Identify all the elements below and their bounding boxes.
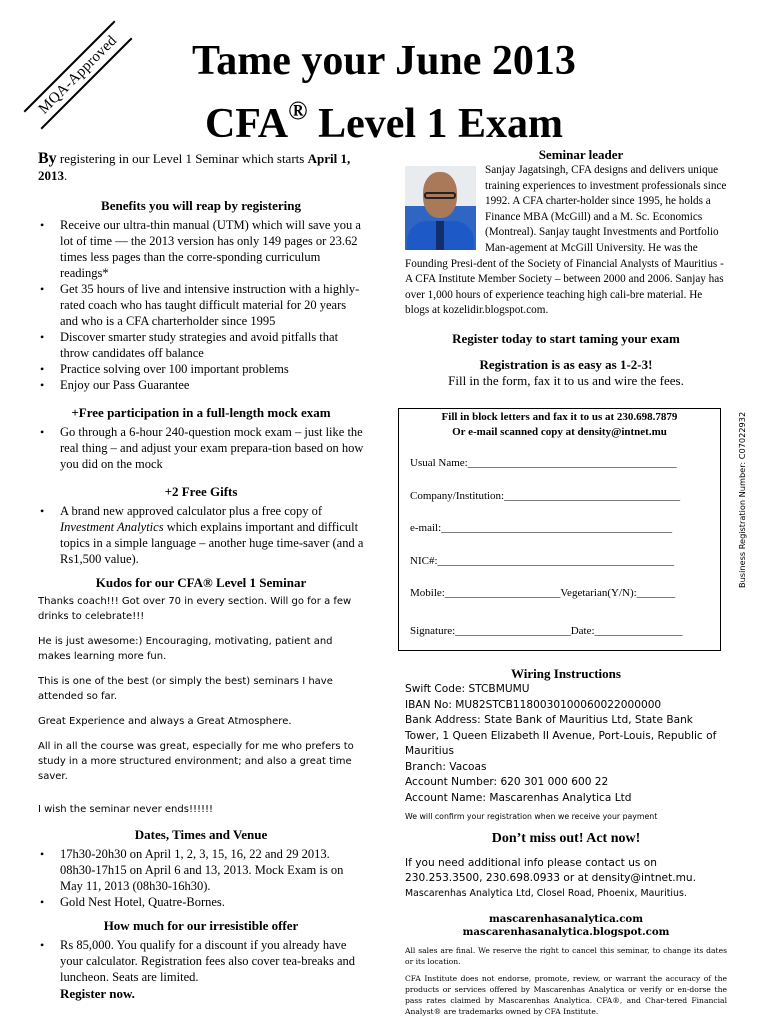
bank-address: Bank Address: State Bank of Mauritius Ltd, State Bank Tower, 1 Queen Elizabeth II Avenue, Port-Louis, Republic of Mauritius <box>405 714 717 757</box>
list-item: • A brand new approved calculator plus a free copy of Investment Analytics which explains important and difficult topics in a simple language – another huge time-saver (and a Rs1,500 value). <box>38 503 364 567</box>
list-item: • Discover smarter study strategies and avoid pitfalls that throw candidates off balance <box>38 329 364 361</box>
form-fax-line: Fill in block letters and fax it to us at 230.698.7879 <box>441 411 678 423</box>
branch: Branch: Vacoas <box>405 760 487 773</box>
nic-field[interactable]: NIC#:___________________________________________ <box>410 555 674 567</box>
list-item: • 17h30-20h30 on April 1, 2, 3, 15, 16, 22 and 29 2013. 08h30-17h15 on April 6 and 13, 2013. Mock Exam is on May 11, 2013 (08h30-16h30). <box>38 846 364 894</box>
email-field[interactable]: e-mail:__________________________________________ <box>410 522 673 534</box>
website-link[interactable]: mascarenhasanalytica.com <box>488 913 644 925</box>
testimonial: All in all the course was great, especially for me who prefers to study in a more structured environment; and also a great time saver. <box>38 741 354 782</box>
list-item: • Gold Nest Hotel, Quatre-Bornes. <box>38 894 364 910</box>
left-column <box>38 150 364 1002</box>
right-column <box>405 147 727 389</box>
dont-miss-heading: Don’t miss out! Act now! <box>491 831 641 846</box>
blog-link[interactable]: mascarenhasanalytica.blogspot.com <box>462 926 670 938</box>
testimonial: Thanks coach!!! Got over 70 in every section. Will go for a few drinks to celebrate!!! <box>38 596 352 622</box>
mock-exam-heading: +Free participation in a full-length mock exam <box>71 405 331 420</box>
registered-mark: ® <box>288 96 308 125</box>
seminar-leader-bio <box>405 163 727 319</box>
signature-date-field[interactable]: Signature:_____________________Date:________________ <box>410 625 683 637</box>
registration-easy: Registration is as easy as 1-2-3! <box>479 356 653 372</box>
website-links <box>405 913 727 939</box>
sales-disclaimer: All sales are final. We reserve the right to cancel this seminar, to change its dates or its location. <box>405 946 727 966</box>
list-item: • Get 35 hours of live and intensive instruction with a highly-rated coach who has taught difficult material for 20 years and who is a CFA charterholder since 1995 <box>38 281 364 329</box>
offer-list <box>38 937 364 985</box>
company-field[interactable]: Company/Institution:________________________________ <box>410 490 681 502</box>
kudos-heading: Kudos for our CFA® Level 1 Seminar <box>95 575 307 590</box>
account-number: Account Number: 620 301 000 600 22 <box>405 776 609 788</box>
page-title-line2: CFA® Level 1 Exam <box>204 96 564 147</box>
testimonial: Great Experience and always a Great Atmosphere. <box>38 716 292 727</box>
iban: IBAN No: MU82STCB1180030100060022000000 <box>405 698 662 711</box>
registration-instructions: Fill in the form, fax it to us and wire the fees. <box>448 372 684 388</box>
gifts-list <box>38 503 364 567</box>
mqa-approved-stamp: MQA-Approved <box>24 21 133 130</box>
form-email-line: Or e-mail scanned copy at density@intnet.mu <box>452 426 667 438</box>
list-item: • Go through a 6-hour 240-question mock exam – just like the real thing – and adjust your exam prepara-tion based on how you did on the mock <box>38 424 364 472</box>
mobile-vegetarian-field[interactable]: Mobile:_____________________Vegetarian(Y/N):_______ <box>410 587 676 599</box>
list-item: • Enjoy our Pass Guarantee <box>38 377 364 393</box>
business-registration-number: Business Registration Number: C07022932 <box>737 411 747 588</box>
payment-confirmation-note: We will confirm your registration when we receive your payment <box>405 812 658 821</box>
usual-name-field[interactable]: Usual Name:______________________________________ <box>410 457 677 469</box>
offer-heading: How much for our irresistible offer <box>103 918 299 933</box>
dates-list <box>38 846 364 910</box>
register-now: Register now. <box>60 986 135 1001</box>
bio-text: Sanjay Jagatsingh, CFA designs and delivers unique training experiences to investment professionals since 1992. A CFA charter-holder since 1995, he holds a Finance MBA (McGill) and a M. Sc. Economics (Montreal). Sanjay taught Investments and Portfolio Man-agement at McGill University. He was the Founding Presi-dent of the Society of Financial Analysts of Mauritius - A CFA Institute Member Society – between 2000 and 2006. Sanjay has over 1,000 hours of experience teaching high cali-bre material. He blogs at kozelidir.blogspot.com. <box>405 164 727 317</box>
mock-list <box>38 424 364 472</box>
list-item: • Rs 85,000. You qualify for a discount if you already have your calculator. Registration fees also cover tea-breaks and luncheon. Seats are limited. <box>38 937 364 985</box>
account-name: Account Name: Mascarenhas Analytica Ltd <box>405 791 632 804</box>
cfa-disclaimer: CFA Institute does not endorse, promote, review, or warrant the accuracy of the products or services offered by Mascarenhas Analytica or verify or en-dorse the pass rates claimed by Mascarenhas Analytica. CFA®, and Char-tered Financial Analyst® are trademarks owned by CFA Institute. <box>405 974 727 1016</box>
page-title-line1: Tame your June 2013 <box>192 38 576 84</box>
seminar-leader-heading: Seminar leader <box>538 147 624 162</box>
intro-paragraph: By registering in our Level 1 Seminar which starts April 1, 2013. <box>38 150 351 183</box>
swift-code: Swift Code: STCBMUMU <box>405 683 530 695</box>
wiring-section <box>405 666 727 1017</box>
testimonial: This is one of the best (or simply the best) seminars I have attended so far. <box>38 676 333 702</box>
testimonial: He is just awesome:) Encouraging, motivating, patient and makes learning more fun. <box>38 636 333 662</box>
list-item: • Receive our ultra-thin manual (UTM) which will save you a lot of time — the 2013 version has only 149 pages or 23.62 times less pages than the corre-sponding curriculum readings* <box>38 217 364 281</box>
wiring-heading: Wiring Instructions <box>511 666 621 681</box>
benefits-heading: Benefits you will reap by registering <box>101 198 301 213</box>
registration-form <box>398 408 721 651</box>
testimonial: I wish the seminar never ends!!!!!! <box>38 804 213 815</box>
register-heading: Register today to start taming your exam <box>452 330 680 346</box>
benefits-list <box>38 217 364 393</box>
dates-heading: Dates, Times and Venue <box>134 827 268 842</box>
gifts-heading: +2 Free Gifts <box>164 484 238 499</box>
contact-info: If you need additional info please contact us on 230.253.3500, 230.698.0933 or at density@intnet.mu. Mascarenhas Analytica Ltd, Closel Road, Phoenix, Mauritius. <box>405 857 696 899</box>
list-item: • Practice solving over 100 important problems <box>38 361 364 377</box>
